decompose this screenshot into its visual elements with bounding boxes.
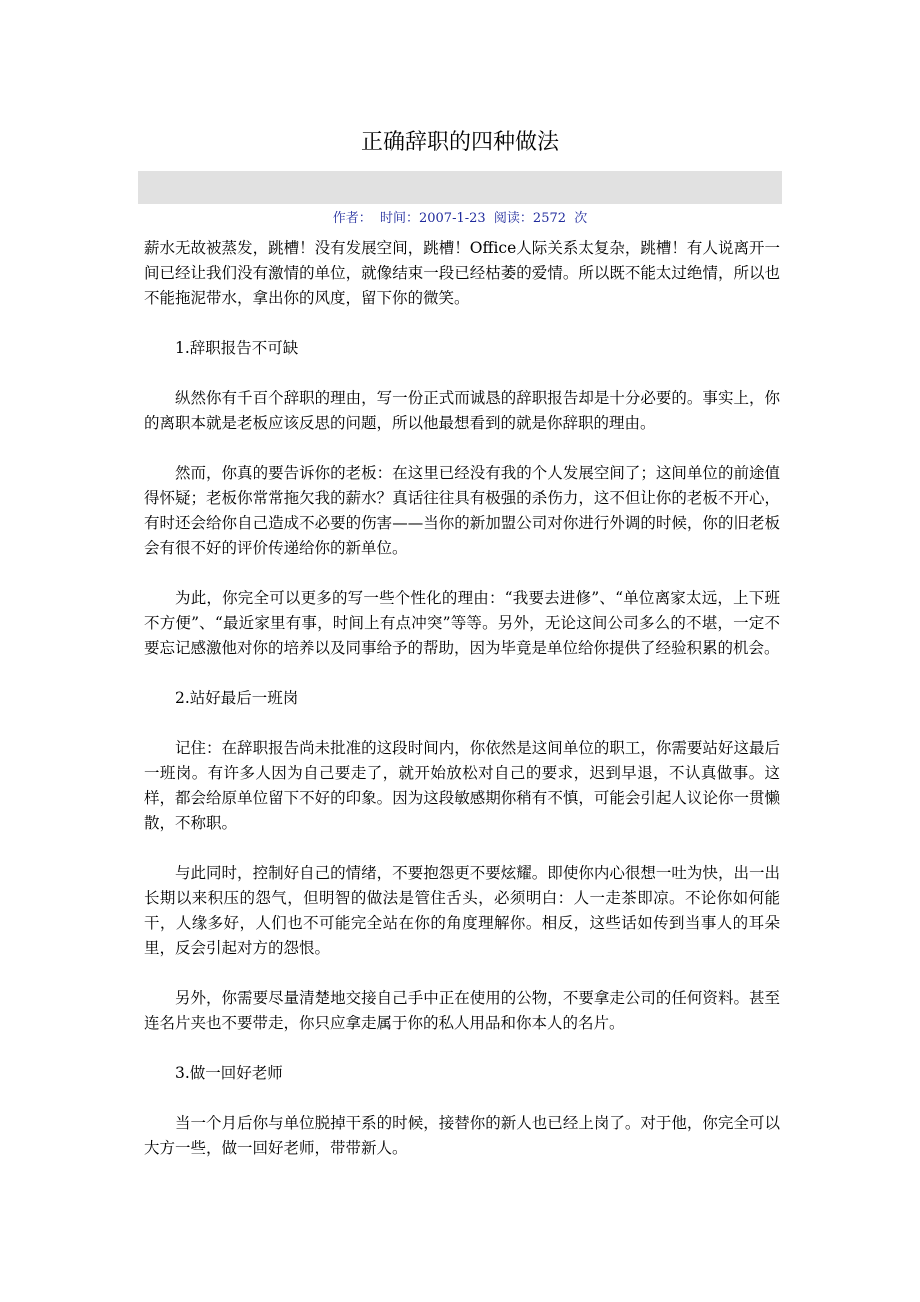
body-paragraph: 然而，你真的要告诉你的老板：在这里已经没有我的个人发展空间了；这间单位的前途值得怀疑；老板你常常拖欠我的薪水？真话往往具有极强的杀伤力，这不但让你的老板不开心，有时还会给你自己造成不必要的伤害——当你的新加盟公司对你进行外调的时候，你的旧老板会有很不好的评价传递给你的新单位。: [144, 464, 780, 557]
body-paragraph: 当一个月后你与单位脱掉干系的时候，接替你的新人也已经上岗了。对于他，你完全可以大方一些，做一回好老师，带带新人。: [144, 1114, 780, 1157]
intro-paragraph: 薪水无故被蒸发，跳槽！没有发展空间，跳槽！Office人际关系太复杂，跳槽！有人说离开一间已经让我们没有激情的单位，就像结束一段已经枯萎的爱情。所以既不能太过绝情，所以也不能拖泥带水，拿出你的风度，留下你的微笑。: [144, 239, 780, 307]
body-paragraph: 与此同时，控制好自己的情绪，不要抱怨更不要炫耀。即使你内心很想一吐为快，出一出长期以来积压的怨气，但明智的做法是管住舌头，必须明白：人一走茶即凉。不论你如何能干，人缘多好，人们也不可能完全站在你的角度理解你。相反，这些话如传到当事人的耳朵里，反会引起对方的怨恨。: [144, 864, 780, 957]
article-title: 正确辞职的四种做法: [360, 130, 559, 155]
article-body: [144, 236, 780, 1186]
body-paragraph: 记住：在辞职报告尚未批准的这段时间内，你依然是这间单位的职工，你需要站好这最后一班岗。有许多人因为自己要走了，就开始放松对自己的要求，迟到早退，不认真做事。这样，都会给原单位留下不好的印象。因为这段敏感期你稍有不慎，可能会引起人议论你一贯懒散，不称职。: [144, 739, 780, 832]
article-meta: 作者： 时间：2007-1-23 阅读：2572 次: [332, 211, 588, 226]
section-heading: 1.辞职报告不可缺: [175, 339, 299, 357]
body-paragraph: 为此，你完全可以更多的写一些个性化的理由：“我要去进修”、“单位离家太远，上下班不方便”、“最近家里有事，时间上有点冲突”等等。另外，无论这间公司多么的不堪，一定不要忘记感激他对你的培养以及同事给予的帮助，因为毕竟是单位给你提供了经验积累的机会。: [144, 589, 780, 657]
body-paragraph: 纵然你有千百个辞职的理由，写一份正式而诚恳的辞职报告却是十分必要的。事实上，你的离职本就是老板应该反思的问题，所以他最想看到的就是你辞职的理由。: [144, 389, 780, 432]
section-heading: 3.做一回好老师: [175, 1064, 283, 1082]
body-paragraph: 另外，你需要尽量清楚地交接自己手中正在使用的公物，不要拿走公司的任何资料。甚至连名片夹也不要带走，你只应拿走属于你的私人用品和你本人的名片。: [144, 989, 780, 1032]
header-bar: [138, 171, 782, 204]
section-heading: 2.站好最后一班岗: [175, 689, 299, 707]
